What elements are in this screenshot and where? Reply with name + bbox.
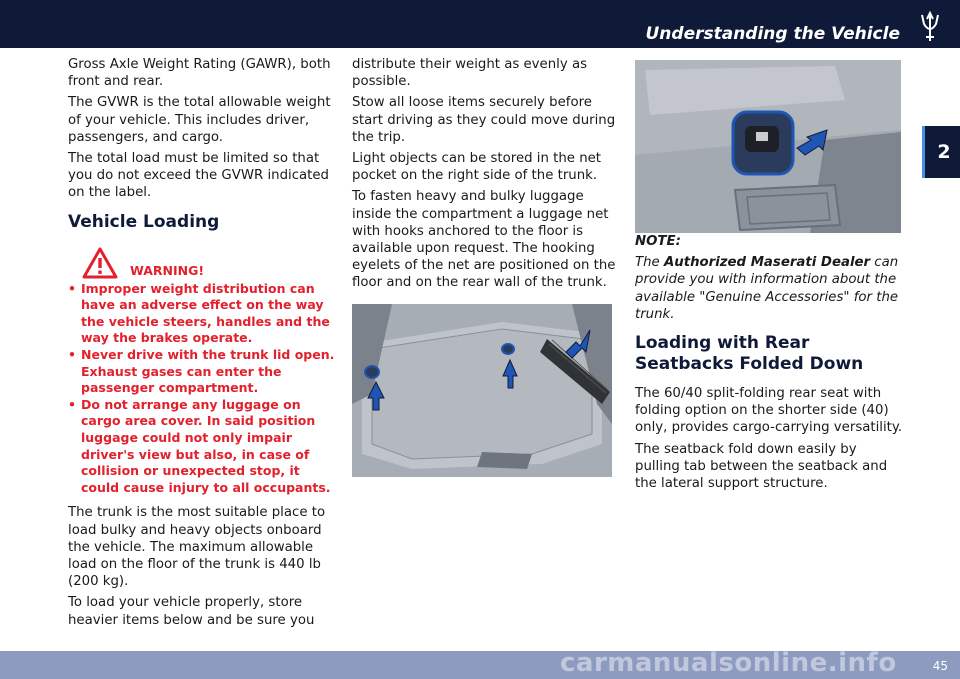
warning-triangle-icon [82,247,118,279]
note-text [635,254,903,323]
paragraph: To fasten heavy and bulky luggage inside the compartment a luggage net with hooks anchored to the floor is available upon request. The hooking eyelets of the net are positioned on the floor and on the rear wall of the trunk. [352,189,616,291]
column-2 [352,56,620,477]
paragraph: The seatback fold down easily by pulling tab between the seatback and the lateral support structure. [635,441,888,492]
column-1 [68,56,340,633]
warning-list [68,281,340,497]
note-text-post: can provide you with information about the available "Genuine Accessories" for the trunk. [635,255,899,322]
watermark: carmanualsonline.info [560,648,897,678]
chapter-tab[interactable]: 2 [922,126,960,178]
warning-item: • Do not arrange any luggage on cargo area cover. In said position luggage could not only impair driver's view but also, in case of collision or unexpected stop, it could cause injury to all occupants. [68,397,340,497]
paragraph: The 60/40 split-folding rear seat with folding option on the shorter side (40) only, provides cargo-carrying versatility. [635,386,903,436]
section-heading: Vehicle Loading [68,211,220,232]
rear-wall-eyelet-photo [635,60,901,233]
paragraph: To load your vehicle properly, store heavier items below and be sure you [68,595,315,628]
section-heading: Loading with Rear Seatbacks Folded Down [635,333,864,375]
dealer-name: Authorized Maserati Dealer [663,255,871,271]
column-3 [635,56,903,496]
paragraph: The trunk is the most suitable place to load bulky and heavy objects onboard the vehicle. The maximum allowable load on the floor of the trunk is 440 lb (200 kg). [68,505,326,590]
warning-item: • Improper weight distribution can have an adverse effect on the way the vehicle steers, handles and the way the brakes operate. [68,281,340,347]
trunk-illustration [352,304,612,477]
rear-wall-illustration [635,60,901,233]
warning-header [68,243,340,279]
warning-item: • Never drive with the trunk lid open. Exhaust gases can enter the passenger compartment. [68,347,340,397]
paragraph: The total load must be limited so that you do not exceed the GVWR indicated on the label. [68,151,329,201]
paragraph: The GVWR is the total allowable weight of your vehicle. This includes driver, passengers, and cargo. [68,95,331,145]
section-title: Understanding the Vehicle [645,24,900,44]
paragraph: Stow all loose items securely before start driving as they could move during the trip. [352,95,616,145]
paragraph: Gross Axle Weight Rating (GAWR), both front and rear. [68,57,331,90]
note-label: NOTE: [635,234,681,249]
warning-label: WARNING! [130,262,205,278]
trident-logo-icon [916,10,944,44]
page-number: 45 [932,659,948,673]
paragraph: distribute their weight as evenly as possible. [352,57,588,90]
note-text-pre: The [635,255,664,271]
trunk-floor-photo [352,304,612,477]
paragraph: Light objects can be stored in the net pocket on the right side of the trunk. [352,151,602,184]
